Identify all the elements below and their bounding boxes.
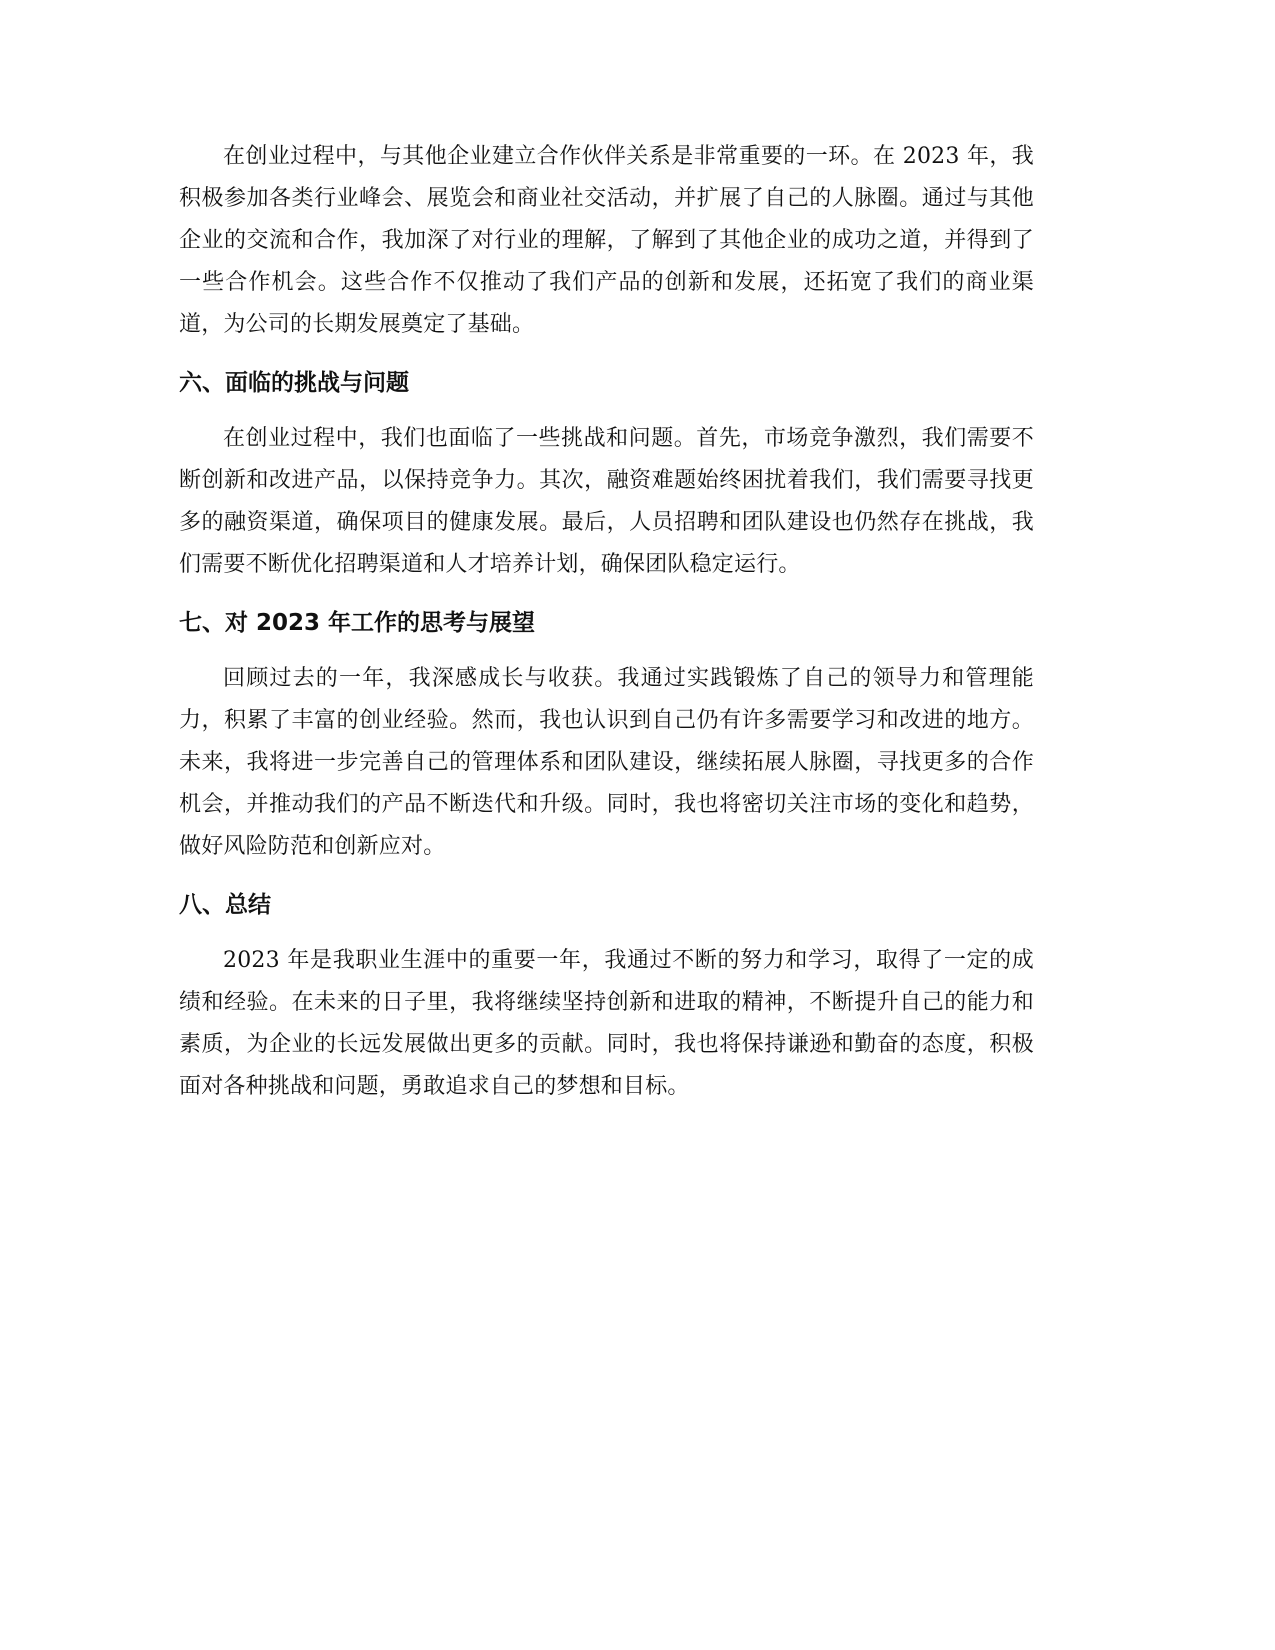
intro-paragraph: 在创业过程中，与其他企业建立合作伙伴关系是非常重要的一环。在 2023 年，我积极参加各类行业峰会、展览会和商业社交活动，并扩展了自己的人脉圈。通过与其他企业的交流和合作，我加深了对行业的理解，了解到了其他企业的成功之道，并得到了一些合作机会。这些合作不仅推动了我们产品的创新和发展，还拓宽了我们的商业渠道，为公司的长期发展奠定了基础。: [179, 144, 1034, 337]
document-page: [179, 136, 1034, 1108]
section-heading-outlook: 七、对 2023 年工作的思考与展望: [179, 610, 536, 636]
section-paragraph-challenges: 在创业过程中，我们也面临了一些挑战和问题。首先，市场竞争激烈，我们需要不断创新和改进产品，以保持竞争力。其次，融资难题始终困扰着我们，我们需要寻找更多的融资渠道，确保项目的健康发展。最后，人员招聘和团队建设也仍然存在挑战，我们需要不断优化招聘渠道和人才培养计划，确保团队稳定运行。: [179, 426, 1034, 577]
section-paragraph-summary: 2023 年是我职业生涯中的重要一年，我通过不断的努力和学习，取得了一定的成绩和经验。在未来的日子里，我将继续坚持创新和进取的精神，不断提升自己的能力和素质，为企业的长远发展做出更多的贡献。同时，我也将保持谦逊和勤奋的态度，积极面对各种挑战和问题，勇敢追求自己的梦想和目标。: [179, 948, 1034, 1099]
section-heading-summary: 八、总结: [179, 892, 271, 918]
section-paragraph-outlook: 回顾过去的一年，我深感成长与收获。我通过实践锻炼了自己的领导力和管理能力，积累了丰富的创业经验。然而，我也认识到自己仍有许多需要学习和改进的地方。未来，我将进一步完善自己的管理体系和团队建设，继续拓展人脉圈，寻找更多的合作机会，并推动我们的产品不断迭代和升级。同时，我也将密切关注市场的变化和趋势，做好风险防范和创新应对。: [179, 666, 1034, 859]
section-heading-challenges: 六、面临的挑战与问题: [179, 370, 409, 396]
